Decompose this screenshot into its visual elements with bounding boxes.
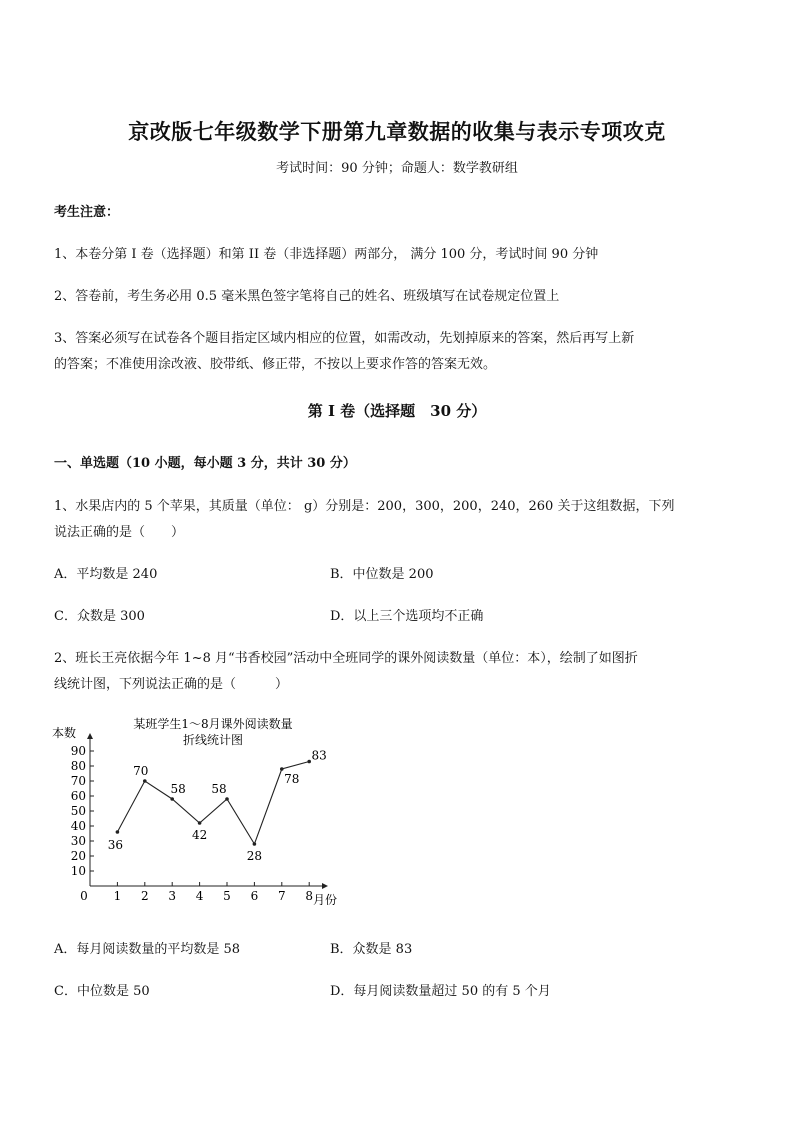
reading-line-chart [50, 713, 350, 913]
y-tick-label: 10 [70, 864, 86, 878]
question-1-line1: 1、水果店内的 5 个苹果，其质量（单位： g）分别是：200，300，200，240，260 关于这组数据，下列 [54, 499, 675, 514]
x-tick-label: 4 [195, 889, 204, 903]
y-tick-label: 30 [70, 834, 86, 848]
part-title: 一、单选题（10 小题，每小题 3 分，共计 30 分） [54, 456, 356, 471]
notice-item-3-line1: 3、答案必须写在试卷各个题目指定区域内相应的位置，如需改动，先划掉原来的答案，然后再写上新 [54, 331, 635, 346]
x-tick-label: 3 [168, 889, 177, 903]
data-point [307, 760, 311, 764]
q1-option-b: B．中位数是 200 [330, 567, 434, 582]
y-tick-label: 40 [70, 819, 86, 833]
notice-item-3-line2: 的答案；不准使用涂改液、胶带纸、修正带，不按以上要求作答的答案无效。 [54, 357, 497, 372]
q2-option-c: C．中位数是 50 [54, 984, 150, 999]
q2-option-d: D．每月阅读数量超过 50 的有 5 个月 [330, 984, 551, 999]
y-tick-label: 60 [70, 789, 86, 803]
y-tick-label: 90 [70, 744, 86, 758]
y-tick-label: 50 [70, 804, 86, 818]
data-label: 36 [107, 838, 124, 852]
data-point [280, 767, 284, 771]
q2-option-b: B．众数是 83 [330, 942, 413, 957]
data-point [116, 830, 120, 834]
data-label: 83 [311, 748, 327, 763]
notice-item-2: 2、答卷前，考生务必用 0.5 毫米黑色签字笔将自己的姓名、班级填写在试卷规定位置上 [54, 289, 560, 304]
x-tick-label: 1 [113, 889, 122, 903]
data-label: 58 [211, 782, 227, 796]
chart-subtitle: 折线统计图 [182, 733, 244, 747]
y-tick-label: 20 [70, 849, 86, 863]
data-point [253, 842, 257, 846]
q1-option-c: C．众数是 300 [54, 609, 145, 624]
data-label: 58 [170, 782, 186, 796]
x-tick-label: 6 [250, 889, 259, 903]
data-point [198, 821, 202, 825]
x-tick-label: 0 [80, 889, 88, 903]
data-label: 42 [191, 828, 208, 842]
notice-item-1: 1、本卷分第 I 卷（选择题）和第 II 卷（非选择题）两部分， 满分 100 分，考试时间 90 分钟 [54, 247, 599, 262]
y-tick-label: 80 [70, 759, 86, 773]
y-axis-arrow [87, 733, 93, 739]
x-tick-label: 7 [277, 889, 286, 903]
data-label: 28 [246, 849, 263, 863]
x-axis-arrow [322, 883, 328, 889]
page-title: 京改版七年级数学下册第九章数据的收集与表示专项攻克 [128, 119, 666, 144]
data-label: 70 [133, 764, 149, 778]
data-point [143, 779, 147, 783]
data-label: 78 [284, 772, 300, 786]
question-2-line1: 2、班长王亮依据今年 1~8 月“书香校园”活动中全班同学的课外阅读数量（单位：本），绘制了如图折 [54, 651, 638, 666]
exam-info: 考试时间：90 分钟；命题人：数学教研组 [276, 161, 518, 176]
chart-title: 某班学生1～8月课外阅读数量 [133, 717, 293, 731]
q1-option-a: A．平均数是 240 [54, 567, 158, 582]
y-axis-label: 本数 [52, 726, 77, 740]
q1-option-d: D．以上三个选项均不正确 [330, 609, 484, 624]
y-tick-label: 70 [70, 774, 86, 788]
q2-option-a: A．每月阅读数量的平均数是 58 [54, 942, 241, 957]
x-tick-label: 2 [140, 889, 149, 903]
x-tick-label: 8 [305, 889, 314, 903]
question-1-line2: 说法正确的是（ ） [54, 525, 185, 540]
data-point [225, 797, 229, 801]
x-tick-label: 5 [223, 889, 231, 903]
notice-heading: 考生注意： [54, 205, 120, 220]
x-axis-label: 月份 [313, 893, 338, 907]
section-title: 第 I 卷（选择题 30 分） [307, 402, 487, 420]
question-2-line2: 线统计图，下列说法正确的是（ ） [54, 677, 289, 692]
data-point [170, 797, 174, 801]
